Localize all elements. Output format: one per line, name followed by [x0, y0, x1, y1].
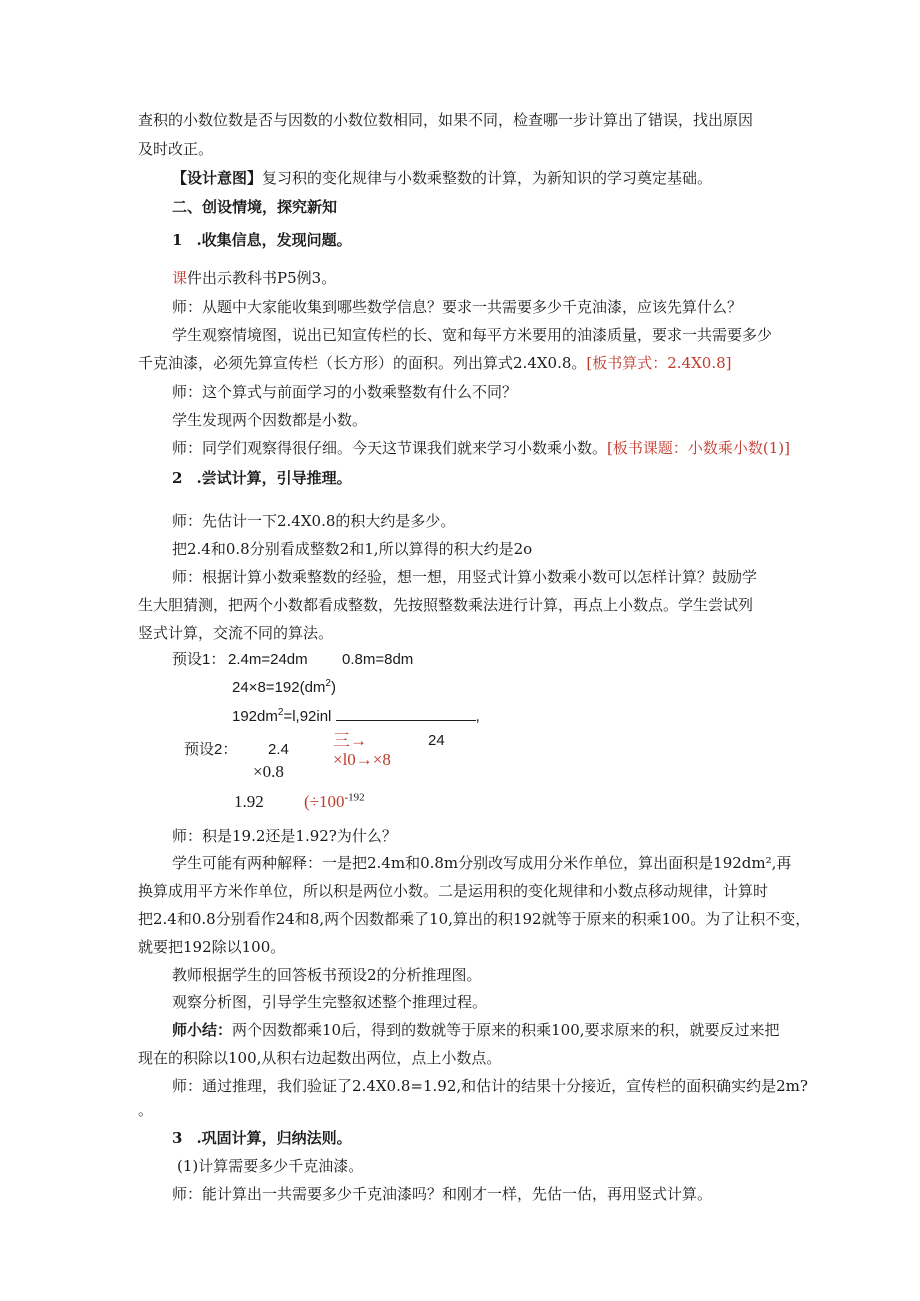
line-text: 件出示教科书P5例3。 — [187, 269, 337, 287]
subsection-title: .巩固计算，归纳法则。 — [196, 1129, 352, 1147]
superscript: 2 — [277, 707, 284, 718]
preset-2-label: 预设2： — [184, 741, 238, 758]
line-text: 千克油漆，必须先算宣传栏（长方形）的面积。列出算式2.4X0.8。 — [138, 354, 587, 372]
design-label: 【设计意图】 — [172, 169, 263, 187]
paragraph-line — [172, 1020, 780, 1040]
design-text: 复习积的变化规律与小数乘整数的计算，为新知识的学习奠定基础。 — [262, 169, 713, 187]
paragraph-line: 把2.4和0.8分别看成整数2和1,所以算得的积大约是2o — [172, 540, 533, 558]
paragraph-line: 观察分析图，引导学生完整叙述整个推理过程。 — [172, 993, 488, 1011]
highlight-text: 课 — [172, 269, 188, 287]
paragraph-line: 竖式计算，交流不同的算法。 — [138, 624, 334, 642]
preset-2-multiplier: ×0.8 — [253, 762, 284, 781]
paragraph-line: 学生发现两个因数都是小数。 — [172, 411, 368, 429]
paragraph-line: 师：积是19.2还是1.92?为什么？ — [172, 827, 397, 845]
preset-1-label: 预设1： — [172, 651, 226, 668]
preset-2-product: 1.92 — [234, 792, 264, 811]
paragraph-line — [172, 268, 336, 288]
paragraph-line: 及时改正。 — [138, 140, 214, 158]
subsection-heading-2 — [172, 468, 352, 488]
paragraph-line: 学生可能有两种解释：一是把2.4m和0.8m分别改写成用分米作单位，算出面积是192dm²,再 — [172, 854, 792, 872]
summary-label: 师小结： — [172, 1021, 233, 1039]
subsection-title: .尝试计算，引导推理。 — [196, 469, 352, 487]
expr: 192dm — [232, 708, 278, 725]
paragraph-line: 现在的积除以100,从积右边起数出两位，点上小数点。 — [138, 1049, 502, 1067]
board-note: [板书算式：2.4X0.8] — [586, 354, 732, 372]
paragraph-line: 师：从题中大家能收集到哪些数学信息？要求一共需要多少千克油漆，应该先算什么？ — [172, 298, 743, 316]
preset-2-arrow-middle: ×l0→×8 — [333, 750, 391, 769]
expr: 24×8=192(dm — [232, 679, 326, 696]
superscript: 2 — [325, 678, 331, 689]
line-text: 师：同学们观察得很仔细。今天这节课我们就来学习小数乘小数。 — [172, 439, 608, 457]
expr: ) — [330, 679, 336, 696]
paragraph-line: 把2.4和0.8分别看作24和8,两个因数都乘了10,算出的积192就等于原来的积乘100。为了让积不变， — [138, 910, 811, 928]
subsection-heading-3 — [172, 1128, 352, 1148]
paragraph-line: 学生观察情境图，说出已知宣传栏的长、宽和每平方米要用的油漆质量，要求一共需要多少 — [172, 326, 773, 344]
subsection-number: 1 — [172, 231, 183, 249]
divide-text: (÷100 — [304, 792, 345, 811]
preset-2-multiplicand: 2.4 — [268, 741, 289, 758]
paragraph-line: 师：这个算式与前面学习的小数乘整数有什么不同？ — [172, 383, 518, 401]
paragraph-line — [172, 438, 790, 458]
subsection-number: 2 — [172, 469, 183, 487]
answer-blank — [336, 706, 476, 721]
paragraph-line: 生大胆猜测，把两个小数都看成整数，先按照整数乘法进行计算，再点上小数点。学生尝试列 — [138, 596, 754, 614]
expr: =l,92inl — [283, 708, 332, 725]
paragraph-line: 师：先估计一下2.4X0.8的积大约是多少。 — [172, 512, 456, 530]
superscript: -192 — [344, 791, 365, 804]
subsection-title: .收集信息，发现问题。 — [196, 231, 352, 249]
expr: , — [475, 708, 480, 725]
subsection-heading-1 — [172, 230, 352, 250]
paragraph-line: 换算成用平方米作单位，所以积是两位小数。二是运用积的变化规律和小数点移动规律，计算时 — [138, 882, 769, 900]
design-intent — [172, 168, 712, 188]
preset-1-result — [232, 706, 480, 727]
preset-1-product — [232, 678, 336, 698]
preset-2-arrow-top: 三→ — [333, 731, 367, 750]
paragraph-line: 查积的小数位数是否与因数的小数位数相同，如果不同，检查哪一步计算出了错误，找出原因 — [138, 111, 754, 129]
paragraph-line: 。 — [138, 1101, 154, 1119]
paragraph-line: 师：通过推理，我们验证了2.4X0.8=1.92,和估计的结果十分接近，宣传栏的面积确实约是2m? — [172, 1077, 808, 1095]
paragraph-line: 师：能计算出一共需要多少千克油漆吗？和刚才一样，先估一估，再用竖式计算。 — [172, 1185, 713, 1203]
paragraph-line: 就要把192除以100。 — [138, 938, 286, 956]
subsection-number: 3 — [172, 1129, 183, 1147]
paragraph-line: 师：根据计算小数乘整数的经验，想一想，用竖式计算小数乘小数可以怎样计算？鼓励学 — [172, 568, 758, 586]
preset-2-integer-a: 24 — [428, 732, 445, 749]
paragraph-line: (1)计算需要多少千克油漆。 — [177, 1157, 364, 1175]
preset-2-divide — [304, 792, 365, 812]
section-heading: 二、创设情境，探究新知 — [172, 198, 338, 216]
paragraph-line — [138, 353, 732, 373]
board-note: [板书课题：小数乘小数(1)] — [607, 439, 790, 457]
preset-1-conversion-a: 2.4m=24dm — [228, 651, 308, 668]
paragraph-line: 教师根据学生的回答板书预设2的分析推理图。 — [172, 966, 482, 984]
preset-1-conversion-b: 0.8m=8dm — [342, 651, 414, 668]
line-text: 两个因数都乘10后，得到的数就等于原来的积乘100,要求原来的积，就要反过来把 — [232, 1021, 780, 1039]
